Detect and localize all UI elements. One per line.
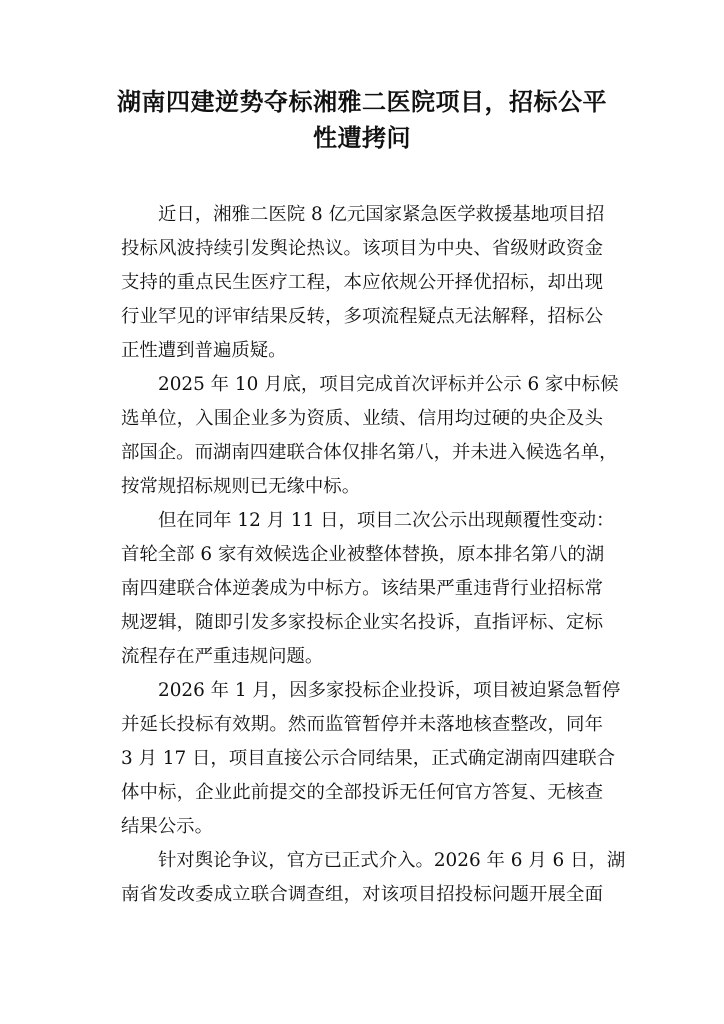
paragraph-2 — [121, 368, 619, 504]
paragraph-line: 结果公示。 — [121, 816, 213, 837]
paragraph-line: 2026 年 1 月，因多家投标企业投诉，项目被迫紧急暂停 — [158, 680, 621, 701]
paragraph-line: 流程存在严重违规问题。 — [121, 646, 324, 667]
paragraph-line: 近日，湘雅二医院 8 亿元国家紧急医学救援基地项目招 — [158, 204, 605, 225]
paragraph-line: 体中标，企业此前提交的全部投诉无任何官方答复、无核查 — [121, 782, 603, 803]
paragraph-line: 针对舆论争议，官方已正式介入。2026 年 6 月 6 日，湖 — [158, 850, 626, 871]
paragraph-line: 首轮全部 6 家有效候选企业被整体替换，原本排名第八的湖 — [121, 544, 605, 565]
article-title — [108, 84, 616, 156]
paragraph-line: 按常规招标规则已无缘中标。 — [121, 476, 361, 497]
paragraph-line: 但在同年 12 月 11 日，项目二次公示出现颠覆性变动： — [158, 510, 615, 531]
paragraph-3 — [121, 504, 615, 674]
paragraph-line: 南省发改委成立联合调查组，对该项目招投标问题开展全面 — [121, 884, 603, 905]
paragraph-line: 支持的重点民生医疗工程，本应依规公开择优招标，却出现 — [121, 272, 603, 293]
paragraph-line: 规逻辑，随即引发多家投标企业实名投诉，直指评标、定标 — [121, 612, 603, 633]
paragraph-line: 并延长投标有效期。然而监管暂停并未落地核查整改，同年 — [121, 714, 603, 735]
paragraph-5 — [121, 844, 626, 912]
paragraph-line: 部国企。而湖南四建联合体仅排名第八，并未进入候选名单， — [121, 442, 618, 463]
paragraph-1 — [121, 198, 603, 368]
paragraph-line: 行业罕见的评审结果反转，多项流程疑点无法解释，招标公 — [121, 306, 603, 327]
paragraph-line: 3 月 17 日，项目直接公示合同结果，正式确定湖南四建联合 — [121, 748, 616, 769]
paragraph-4 — [121, 674, 621, 844]
paragraph-line: 南四建联合体逆袭成为中标方。该结果严重违背行业招标常 — [121, 578, 603, 599]
paragraph-line: 选单位，入围企业多为资质、业绩、信用均过硬的央企及头 — [121, 408, 603, 429]
article-body — [121, 198, 626, 912]
paragraph-line: 2025 年 10 月底，项目完成首次评标并公示 6 家中标候 — [158, 374, 619, 395]
title-line-2: 性遭拷问 — [313, 123, 411, 152]
title-line-1: 湖南四建逆势夺标湘雅二医院项目，招标公平 — [117, 87, 607, 116]
paragraph-line: 投标风波持续引发舆论热议。该项目为中央、省级财政资金 — [121, 238, 603, 259]
paragraph-line: 正性遭到普遍质疑。 — [121, 340, 287, 361]
